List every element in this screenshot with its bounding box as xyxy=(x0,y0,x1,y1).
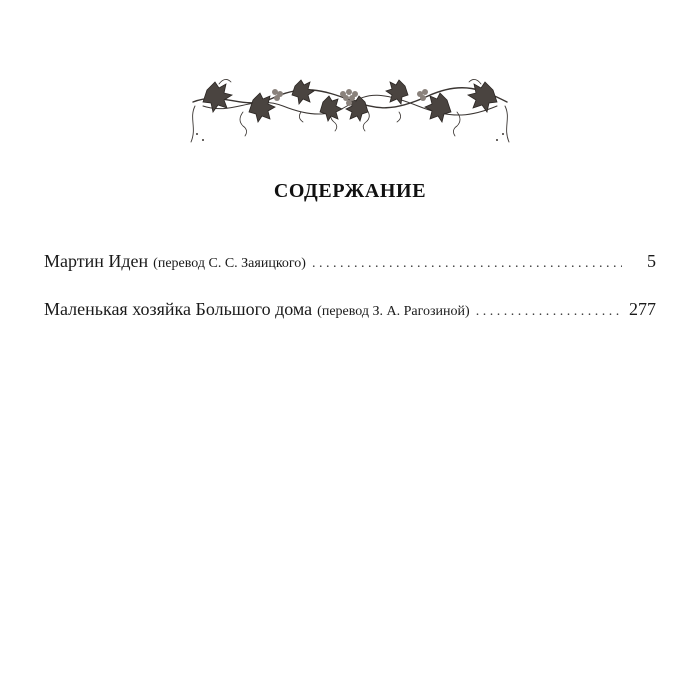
toc-entry-page-number: 5 xyxy=(647,251,656,271)
dot-leader xyxy=(476,299,622,325)
toc-entry-translator: (перевод З. А. Рагозиной) xyxy=(317,304,470,319)
toc-entry[interactable] xyxy=(44,248,656,274)
toc-entry-title: Маленькая хозяйка Большого дома xyxy=(44,299,313,319)
toc-entry-translator: (перевод С. С. Заяицкого) xyxy=(153,256,306,271)
toc-entry-title: Мартин Иден xyxy=(44,251,149,271)
vine-leaf-ornament-icon xyxy=(183,72,517,152)
table-of-contents xyxy=(44,248,656,344)
page-title: СОДЕРЖАНИЕ xyxy=(273,180,427,202)
toc-entry-page-number: 277 xyxy=(629,299,656,319)
toc-entry[interactable] xyxy=(44,296,656,322)
dot-leader xyxy=(312,251,622,277)
